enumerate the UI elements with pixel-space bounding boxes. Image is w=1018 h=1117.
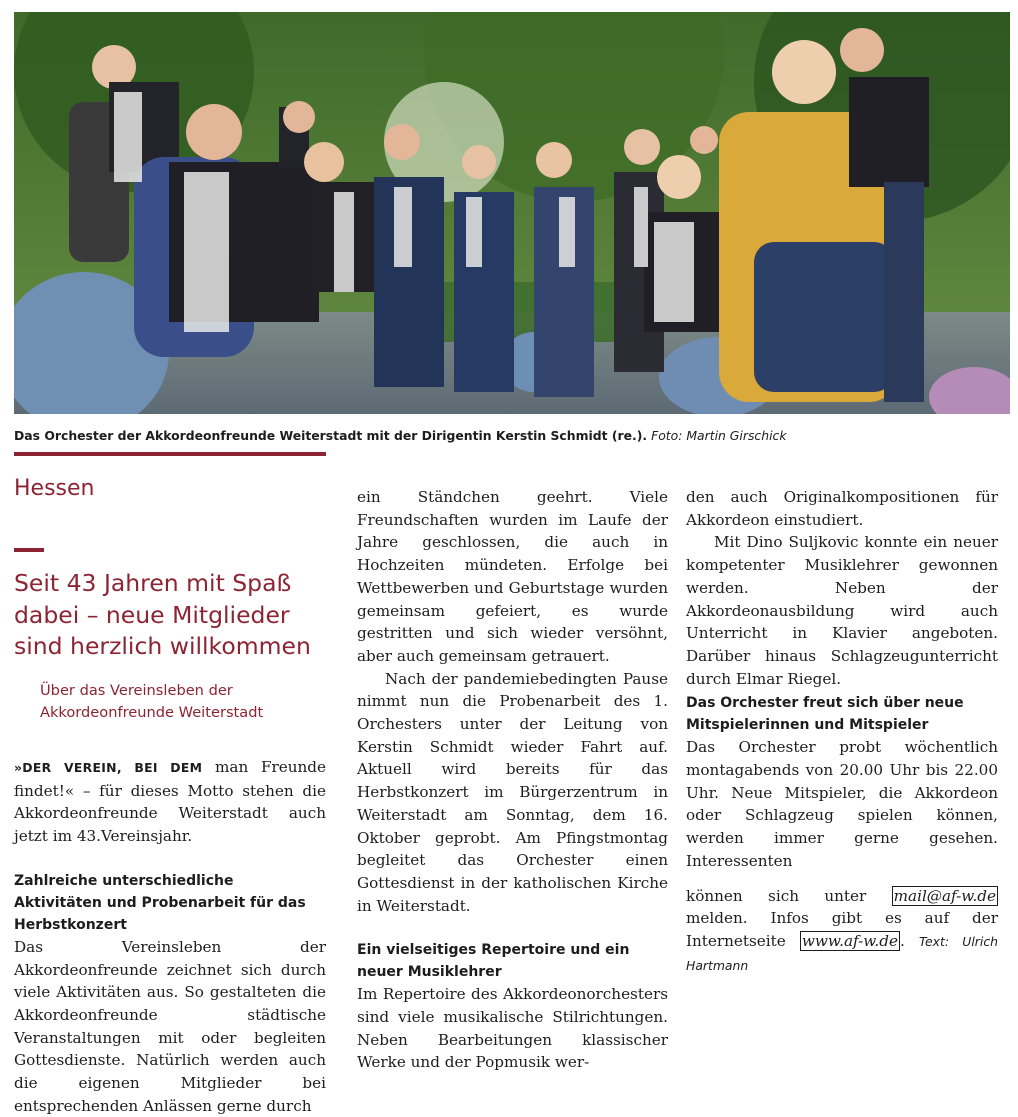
- contact-text-c: .: [899, 931, 919, 950]
- group-photo: [14, 12, 1010, 414]
- column-3: [686, 486, 998, 977]
- article-subheadline: Über das Vereinsleben der Akkordeonfreunde Weiterstadt: [40, 682, 264, 721]
- section-label: Hessen: [14, 476, 95, 501]
- subheading-repertoire: Ein vielseitiges Repertoire und ein neuer Musiklehrer: [357, 942, 630, 981]
- column-1: [14, 756, 326, 1117]
- paragraph-rehearsal: Nach der pandemiebedingten Pause nimmt nun die Probenarbeit des 1. Orchesters unter der Leitung von Kerstin Schmidt wieder Fahrt auf. Aktuell wird bereits für das Herbstkonzert im Bürgerzentrum in Weiterstadt am Sonntag, dem 16. Oktober geprobt. Am Pfingstmontag begleitet das Orchester einen Gottesdienst in der katholischen Kirche in Weiterstadt.: [357, 669, 668, 915]
- author-credit: Text: Ulrich Hartmann: [686, 933, 999, 973]
- contact-text-a: können sich unter: [686, 886, 892, 905]
- email-link[interactable]: mail@af-w.de: [893, 886, 996, 905]
- paragraph-repertoire-cont: den auch Originalkompositionen für Akkordeon einstudiert.: [686, 488, 998, 529]
- paragraph-repertoire: Im Repertoire des Akkordeonorchesters sind viele musikalische Stilrichtungen. Neben Bearbeitungen klassischer Werke und der Popmusik wer-: [357, 985, 668, 1072]
- paragraph-activities-cont: ein Ständchen geehrt. Viele Freundschaften wurden im Laufe der Jahre geschlossen, die auch in Hochzeiten mündeten. Erfolge bei Wettbewerben und Geburtstage wurden gemeinsam gefeiert, es wurde gestritten und sich wieder versöhnt, aber auch gemeinsam getrauert.: [357, 488, 668, 665]
- contact-text-b: melden. Infos gibt es auf der Internetseite: [686, 909, 998, 950]
- caption-text: Das Orchester der Akkordeonfreunde Weiterstadt mit der Dirigentin Kerstin Schmidt (re.).: [14, 428, 648, 443]
- paragraph-activities: Das Vereinsleben der Akkordeonfreunde zeichnet sich durch viele Aktivitäten aus. So gestalteten die Akkordeonfreunde städtische Veranstaltungen mit oder begleiten Gottesdienste. Natürlich werden auch die eigenen Mitglieder bei entsprechenden Anlässen gerne durch: [14, 937, 326, 1115]
- lead-text: man Freunde findet!« – für dieses Motto stehen die Akkordeonfreunde Weiterstadt auch jetzt im 43.Vereinsjahr.: [14, 758, 326, 846]
- article-headline: Seit 43 Jahren mit Spaß dabei – neue Mitglieder sind herzlich willkommen: [14, 569, 311, 660]
- section-rule: [14, 452, 326, 456]
- caption-credit: Foto: Martin Girschick: [651, 428, 787, 443]
- lead-paragraph: [14, 756, 326, 848]
- paragraph-contact: [686, 885, 998, 978]
- subheading-new-members: Das Orchester freut sich über neue Mitspielerinnen und Mitspieler: [686, 695, 964, 734]
- paragraph-teacher: Mit Dino Suljkovic konnte ein neuer kompetenter Musiklehrer gewonnen werden. Neben der Akkordeonausbildung wird auch Unterricht in Klavier angeboten. Darüber hinaus Schlagzeugunterricht durch Elmar Riegel.: [686, 533, 998, 688]
- headline-dash: [14, 548, 44, 552]
- column-2: [357, 486, 668, 1074]
- photo-caption: [14, 428, 1004, 443]
- group-photo-icon: [14, 12, 1010, 414]
- lead-caps: »DER VEREIN, BEI DEM: [14, 760, 203, 775]
- website-link[interactable]: www.af-w.de: [801, 931, 898, 950]
- subheading-activities: Zahlreiche unterschiedliche Aktivitäten und Probenarbeit für das Herbstkonzert: [14, 872, 306, 933]
- paragraph-rehearsal-times: Das Orchester probt wöchentlich montagabends von 20.00 Uhr bis 22.00 Uhr. Neue Mitspieler, die Akkordeon oder Schlagzeug spielen können, werden immer gerne gesehen. Interessenten: [686, 738, 998, 870]
